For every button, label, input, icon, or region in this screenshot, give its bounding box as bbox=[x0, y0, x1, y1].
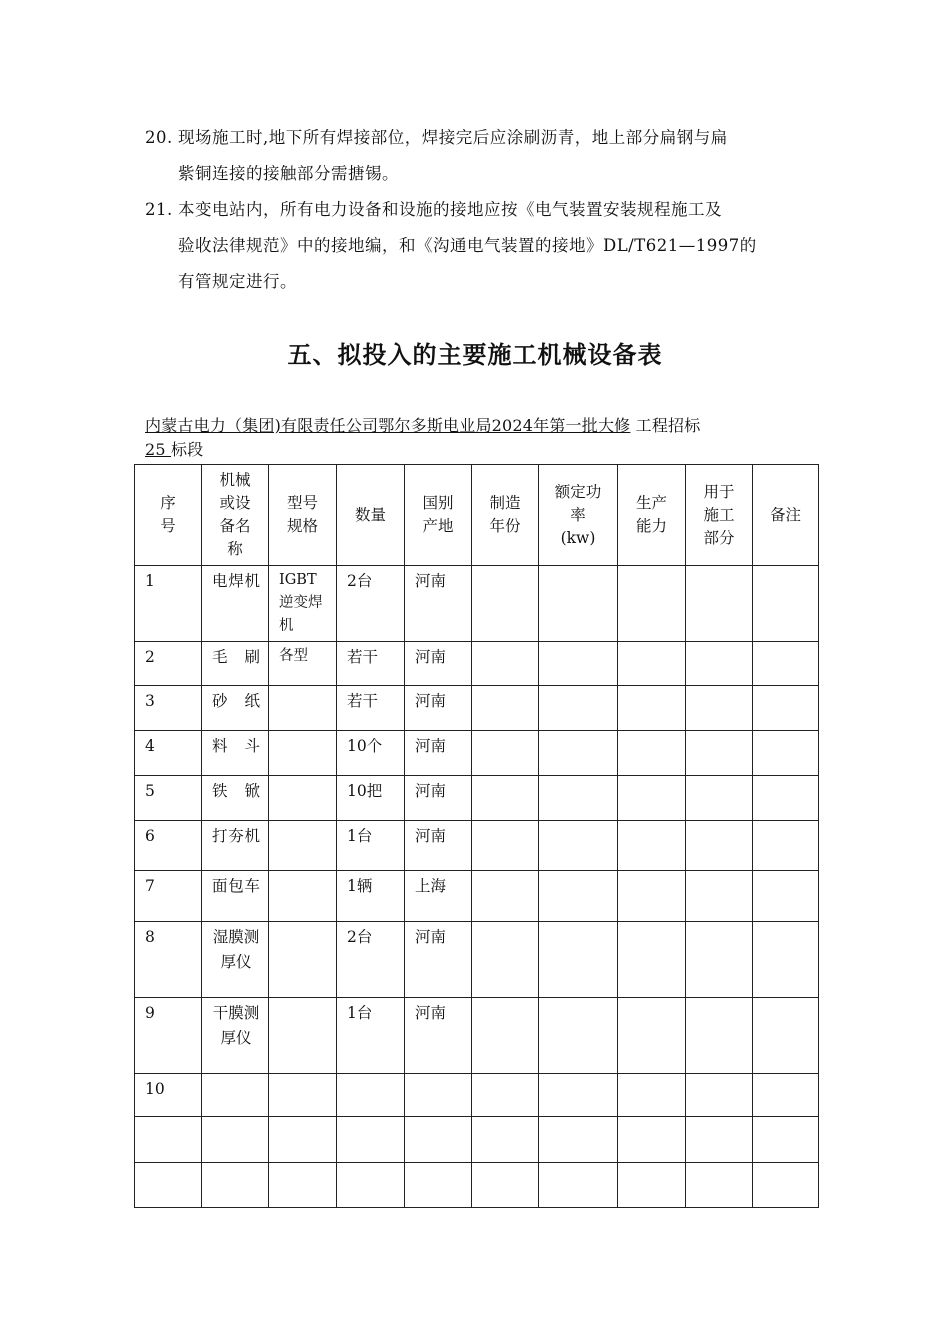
table-row bbox=[135, 821, 819, 871]
row-equipment-name: 料斗 bbox=[202, 731, 269, 776]
row-equipment-name: 铁锨 bbox=[202, 776, 269, 821]
row-usage bbox=[686, 1163, 753, 1208]
row-spec bbox=[269, 776, 337, 821]
row-capacity bbox=[618, 1163, 686, 1208]
row-remark bbox=[753, 1117, 819, 1163]
lot-number: 25 bbox=[145, 440, 172, 459]
row-equipment-name bbox=[202, 1163, 269, 1208]
row-equipment-name: 干膜测厚仪 bbox=[202, 998, 269, 1074]
row-power bbox=[539, 998, 618, 1074]
row-spec: IGBT逆变焊机 bbox=[269, 566, 337, 642]
row-year bbox=[472, 922, 539, 998]
row-usage bbox=[686, 1117, 753, 1163]
row-power bbox=[539, 776, 618, 821]
row-capacity bbox=[618, 731, 686, 776]
row-usage bbox=[686, 686, 753, 731]
row-seq: 6 bbox=[135, 821, 202, 871]
clause-20 bbox=[145, 120, 815, 192]
row-usage bbox=[686, 871, 753, 922]
row-equipment-name: 毛刷 bbox=[202, 642, 269, 686]
table-row bbox=[135, 1163, 819, 1208]
row-remark bbox=[753, 566, 819, 642]
row-capacity bbox=[618, 821, 686, 871]
row-spec bbox=[269, 871, 337, 922]
row-remark bbox=[753, 998, 819, 1074]
row-capacity bbox=[618, 642, 686, 686]
row-power bbox=[539, 1074, 618, 1117]
row-origin bbox=[405, 1163, 472, 1208]
row-remark bbox=[753, 1074, 819, 1117]
row-seq: 8 bbox=[135, 922, 202, 998]
row-origin: 河南 bbox=[405, 566, 472, 642]
header-usage: 用于施工部分 bbox=[686, 465, 753, 566]
row-spec bbox=[269, 1163, 337, 1208]
row-remark bbox=[753, 776, 819, 821]
row-capacity bbox=[618, 998, 686, 1074]
equipment-table bbox=[134, 464, 819, 1208]
row-spec: 各型 bbox=[269, 642, 337, 686]
row-seq: 4 bbox=[135, 731, 202, 776]
row-quantity: 10个 bbox=[337, 731, 405, 776]
table-row bbox=[135, 922, 819, 998]
row-year bbox=[472, 1163, 539, 1208]
row-origin: 河南 bbox=[405, 731, 472, 776]
row-equipment-name: 面包车 bbox=[202, 871, 269, 922]
table-row bbox=[135, 731, 819, 776]
header-origin: 国别产地 bbox=[405, 465, 472, 566]
row-capacity bbox=[618, 1117, 686, 1163]
row-equipment-name bbox=[202, 1117, 269, 1163]
row-power bbox=[539, 686, 618, 731]
row-year bbox=[472, 731, 539, 776]
row-remark bbox=[753, 1163, 819, 1208]
row-spec bbox=[269, 922, 337, 998]
row-equipment-name: 湿膜测厚仪 bbox=[202, 922, 269, 998]
row-capacity bbox=[618, 776, 686, 821]
row-quantity: 10把 bbox=[337, 776, 405, 821]
row-origin: 河南 bbox=[405, 642, 472, 686]
row-capacity bbox=[618, 1074, 686, 1117]
clause-21 bbox=[145, 192, 815, 300]
row-year bbox=[472, 871, 539, 922]
row-origin: 上海 bbox=[405, 871, 472, 922]
row-quantity bbox=[337, 1117, 405, 1163]
row-usage bbox=[686, 731, 753, 776]
table-row bbox=[135, 1117, 819, 1163]
row-usage bbox=[686, 821, 753, 871]
clause-text-line: 本变电站内，所有电力设备和设施的接地应按《电气装置安装规程施工及 bbox=[178, 200, 722, 219]
row-usage bbox=[686, 922, 753, 998]
row-power bbox=[539, 922, 618, 998]
row-remark bbox=[753, 731, 819, 776]
row-capacity bbox=[618, 922, 686, 998]
project-name: 内蒙古电力（集团)有限责任公司鄂尔多斯电业局2024年第一批大修 bbox=[145, 416, 631, 435]
row-quantity: 若干 bbox=[337, 642, 405, 686]
row-origin: 河南 bbox=[405, 922, 472, 998]
row-origin bbox=[405, 1117, 472, 1163]
row-spec bbox=[269, 821, 337, 871]
project-title bbox=[145, 414, 825, 462]
row-remark bbox=[753, 871, 819, 922]
row-spec bbox=[269, 998, 337, 1074]
row-remark bbox=[753, 922, 819, 998]
row-spec bbox=[269, 686, 337, 731]
row-origin: 河南 bbox=[405, 686, 472, 731]
header-name: 机械或设备名称 bbox=[202, 465, 269, 566]
row-year bbox=[472, 998, 539, 1074]
row-seq: 10 bbox=[135, 1074, 202, 1117]
row-remark bbox=[753, 686, 819, 731]
row-power bbox=[539, 642, 618, 686]
row-power bbox=[539, 1117, 618, 1163]
row-equipment-name bbox=[202, 1074, 269, 1117]
row-spec bbox=[269, 1074, 337, 1117]
header-capacity: 生产能力 bbox=[618, 465, 686, 566]
row-origin: 河南 bbox=[405, 776, 472, 821]
clause-text-line: 紫铜连接的接触部分需搪锡。 bbox=[178, 164, 399, 183]
row-seq: 2 bbox=[135, 642, 202, 686]
row-origin bbox=[405, 1074, 472, 1117]
row-seq: 9 bbox=[135, 998, 202, 1074]
table-header-row bbox=[135, 465, 819, 566]
row-power bbox=[539, 821, 618, 871]
header-spec: 型号规格 bbox=[269, 465, 337, 566]
row-year bbox=[472, 1074, 539, 1117]
row-remark bbox=[753, 642, 819, 686]
clause-text-line: 现场施工时,地下所有焊接部位，焊接完后应涂刷沥青，地上部分扁钢与扁 bbox=[178, 128, 728, 147]
row-power bbox=[539, 566, 618, 642]
row-usage bbox=[686, 566, 753, 642]
row-origin: 河南 bbox=[405, 998, 472, 1074]
table-row bbox=[135, 776, 819, 821]
clause-text-line: 有管规定进行。 bbox=[178, 272, 297, 291]
table-row bbox=[135, 566, 819, 642]
row-usage bbox=[686, 642, 753, 686]
row-year bbox=[472, 776, 539, 821]
row-spec bbox=[269, 731, 337, 776]
row-spec bbox=[269, 1117, 337, 1163]
row-usage bbox=[686, 998, 753, 1074]
row-origin: 河南 bbox=[405, 821, 472, 871]
table-row bbox=[135, 1074, 819, 1117]
row-usage bbox=[686, 1074, 753, 1117]
row-power bbox=[539, 1163, 618, 1208]
row-equipment-name: 打夯机 bbox=[202, 821, 269, 871]
row-seq: 7 bbox=[135, 871, 202, 922]
row-quantity: 1辆 bbox=[337, 871, 405, 922]
row-remark bbox=[753, 821, 819, 871]
table-row bbox=[135, 686, 819, 731]
clause-number: 20. bbox=[145, 128, 173, 147]
table-row bbox=[135, 871, 819, 922]
row-equipment-name: 砂纸 bbox=[202, 686, 269, 731]
row-quantity: 1台 bbox=[337, 998, 405, 1074]
row-usage bbox=[686, 776, 753, 821]
row-year bbox=[472, 642, 539, 686]
row-seq: 3 bbox=[135, 686, 202, 731]
section-heading: 五、拟投入的主要施工机械设备表 bbox=[287, 341, 663, 369]
header-year: 制造年份 bbox=[472, 465, 539, 566]
row-equipment-name: 电焊机 bbox=[202, 566, 269, 642]
row-quantity: 若干 bbox=[337, 686, 405, 731]
header-seq: 序号 bbox=[135, 465, 202, 566]
row-seq bbox=[135, 1163, 202, 1208]
clause-text-line: 验收法律规范》中的接地编，和《沟通电气装置的接地》DL/T621—1997的 bbox=[178, 236, 757, 255]
row-capacity bbox=[618, 566, 686, 642]
row-quantity: 2台 bbox=[337, 566, 405, 642]
row-quantity bbox=[337, 1163, 405, 1208]
table-row bbox=[135, 642, 819, 686]
row-capacity bbox=[618, 686, 686, 731]
row-power bbox=[539, 731, 618, 776]
row-seq: 5 bbox=[135, 776, 202, 821]
row-year bbox=[472, 686, 539, 731]
row-quantity: 1台 bbox=[337, 821, 405, 871]
project-suffix: 工程招标 bbox=[630, 416, 701, 435]
row-year bbox=[472, 1117, 539, 1163]
header-qty: 数量 bbox=[337, 465, 405, 566]
row-quantity: 2台 bbox=[337, 922, 405, 998]
row-quantity bbox=[337, 1074, 405, 1117]
table-row bbox=[135, 998, 819, 1074]
row-seq bbox=[135, 1117, 202, 1163]
row-year bbox=[472, 566, 539, 642]
lot-label: 标段 bbox=[171, 440, 204, 459]
header-remark: 备注 bbox=[753, 465, 819, 566]
row-capacity bbox=[618, 871, 686, 922]
clause-number: 21. bbox=[145, 200, 173, 219]
row-year bbox=[472, 821, 539, 871]
header-power: 额定功率(kw) bbox=[539, 465, 618, 566]
row-power bbox=[539, 871, 618, 922]
row-seq: 1 bbox=[135, 566, 202, 642]
